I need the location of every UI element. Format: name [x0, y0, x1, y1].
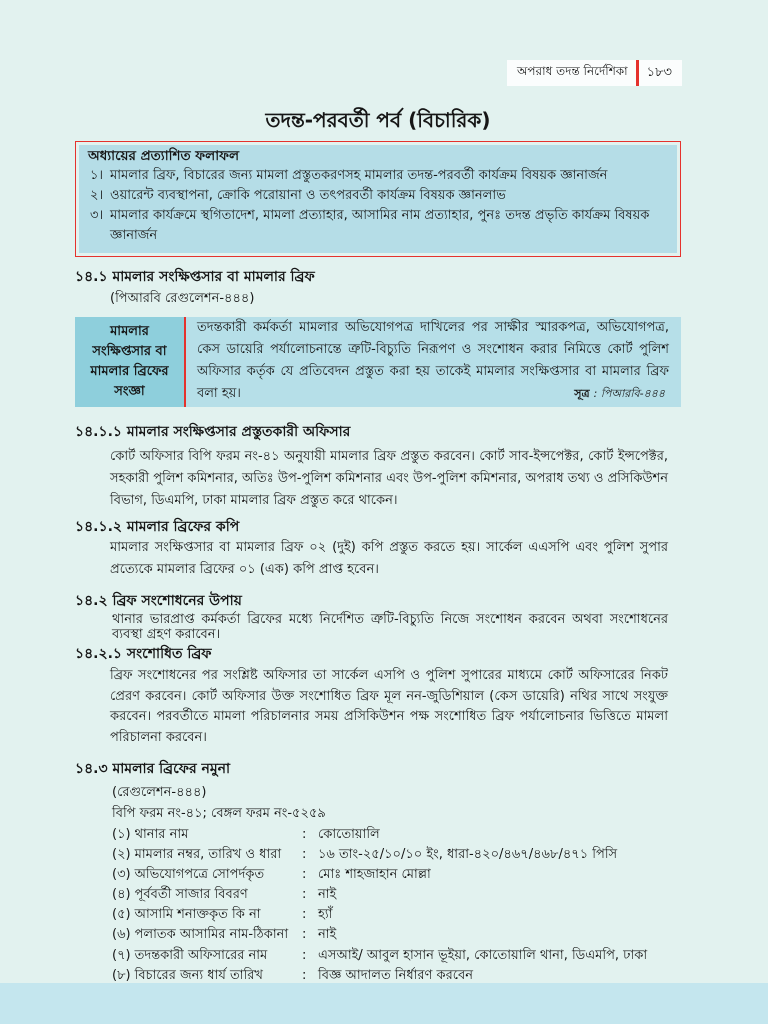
outcome-item	[88, 186, 669, 206]
expected-outcomes-box	[75, 141, 681, 257]
sample-row-field	[112, 845, 302, 865]
sample-row	[112, 946, 675, 966]
sample-row-field	[112, 905, 302, 925]
sample-row-label: পলাতক আসামির নাম-ঠিকানা	[134, 927, 289, 943]
section-body-14-2-1: ব্রিফ সংশোধনের পর সংশ্লিষ্ট অফিসার তা সার্কেল এসপি ও পুলিশ সুপারের মাধ্যমে কোর্ট অফিসারের নিকট প্রেরণ করবেন। কোর্ট অফিসার উক্ত সংশোধিত ব্রিফ মূল নন-জুডিশিয়াল (কেস ডায়েরি) নথির সাথে সংযুক্ত করবেন। পরবর্তীতে মামলা পরিচালনার সময় প্রসিকিউশন পক্ষ সংশোধিত ব্রিফ পর্যালোচনার ভিত্তিতে মামলা পরিচালনা করবেন।	[110, 668, 668, 745]
expected-outcomes-panel	[79, 145, 677, 253]
sample-row-label: মামলার নম্বর, তারিখ ও ধারা	[134, 847, 282, 863]
definition-body	[186, 317, 681, 407]
sample-row	[112, 825, 675, 845]
sample-row-number: (৭)	[112, 947, 131, 963]
section-heading-14-3: ১৪.৩ মামলার ব্রিফের নমুনা	[75, 761, 231, 777]
sample-row	[112, 925, 675, 945]
sample-row-number: (৫)	[112, 907, 131, 923]
section-heading-14-1-1: ১৪.১.১ মামলার সংক্ষিপ্তসার প্রস্তুতকারী অফিসার	[75, 424, 351, 440]
sample-row-label: অভিযোগপত্রে সোপর্দকৃত	[134, 867, 265, 883]
sample-row-label: থানার নাম	[134, 827, 189, 842]
sample-row-label: পূর্ববর্তী সাজার বিবরণ	[134, 887, 248, 903]
sample-row	[112, 845, 675, 865]
sample-row-value: কোতোয়ালি	[318, 827, 380, 842]
sample-row-number: (৮)	[112, 967, 131, 983]
outcome-item-number: ১।	[90, 168, 104, 183]
sample-row-separator: :	[302, 927, 307, 943]
sample-row-value: ১৬ তাং-২৫/১০/১০ ইং, ধারা-৪২০/৪৬৭/৪৬৮/৪৭১ পিসি	[318, 847, 618, 863]
section-reference: (রেগুলেশন-৪৪৪)	[112, 785, 207, 800]
sample-brief-list	[112, 825, 675, 986]
sample-row-number: (৬)	[112, 927, 131, 943]
outcome-item	[88, 166, 669, 186]
definition-label: মামলার সংক্ষিপ্তসার বা মামলার ব্রিফের সংজ্ঞা	[75, 317, 184, 407]
sample-row-separator: :	[302, 887, 307, 903]
section-body-14-1-1: কোর্ট অফিসার বিপি ফরম নং-৪১ অনুযায়ী মামলার ব্রিফ প্রস্তুত করবেন। কোর্ট সাব-ইন্সপেক্টর, কোর্ট ইন্সপেক্টর, সহকারী পুলিশ কমিশনার, অতিঃ উপ-পুলিশ কমিশনার এবং উপ-পুলিশ কমিশনার, অপরাধ তথ্য ও প্রসিকিউশন বিভাগ, ডিএমপি, ঢাকা মামলার ব্রিফ প্রস্তুত করে থাকেন।	[110, 449, 668, 508]
sample-row-separator: :	[302, 907, 307, 923]
sample-row-label: আসামি শনাক্তকৃত কি না	[134, 907, 261, 923]
sample-row-value: নাই	[318, 927, 337, 943]
sample-row-number: (৩)	[112, 867, 131, 883]
page-number: ১৮৩	[646, 64, 672, 80]
sample-row-number: (৪)	[112, 887, 131, 903]
section-heading-14-2: ১৪.২ ব্রিফ সংশোধনের উপায়	[75, 593, 242, 609]
form-info: বিপি ফরম নং-৪১; বেঙ্গল ফরম নং-৫২৫৯	[112, 806, 326, 821]
definition-box	[75, 317, 681, 407]
chapter-title: তদন্ত-পরবর্তী পর্ব (বিচারিক)	[265, 108, 491, 132]
section-reference: (পিআরবি রেগুলেশন-৪৪৪)	[110, 291, 255, 306]
sample-row-number: (২)	[112, 847, 131, 863]
outcome-item-number: ২।	[90, 188, 104, 203]
section-heading-14-1-2: ১৪.১.২ মামলার ব্রিফের কপি	[75, 519, 240, 535]
sample-row	[112, 885, 675, 905]
sample-row-separator: :	[302, 827, 307, 842]
sample-row-separator: :	[302, 947, 307, 963]
sample-row-value: মোঃ শাহজাহান মোল্লা	[318, 867, 431, 883]
sample-row-field	[112, 885, 302, 905]
definition-source-label: সূত্র	[574, 387, 590, 400]
outcome-item	[88, 206, 669, 246]
section-body-14-2: থানার ভারপ্রাপ্ত কর্মকর্তা ব্রিফের মধ্যে নির্দেশিত ত্রুটি-বিচ্যুতি নিজে সংশোধন করবেন অথবা সংশোধনের ব্যবস্থা গ্রহণ করাবেন।	[112, 612, 668, 642]
definition-source-value: : পিআরবি-৪৪৪	[593, 387, 665, 400]
sample-row-number: (১)	[112, 827, 131, 842]
section-body-14-1-2: মামলার সংক্ষিপ্তসার বা মামলার ব্রিফ ০২ (দুই) কপি প্রস্তুত করতে হয়। সার্কেল এএসপি এবং পুলিশ সুপার প্রত্যেকে মামলার ব্রিফের ০১ (এক) কপি প্রাপ্ত হবেন।	[110, 540, 668, 577]
sample-row	[112, 905, 675, 925]
sample-row	[112, 865, 675, 885]
sample-row-value: এসআই/ আবুল হাসান ভূইয়া, কোতোয়ালি থানা, ডিএমপি, ঢাকা	[318, 947, 648, 963]
section-heading-14-2-1: ১৪.২.১ সংশোধিত ব্রিফ	[75, 646, 212, 662]
sample-row-separator: :	[302, 867, 307, 883]
outcome-item-number: ৩।	[90, 208, 104, 223]
sample-row-field	[112, 825, 302, 845]
sample-row-label: বিচারের জন্য ধার্য তারিখ	[134, 967, 263, 983]
section-heading-14-1: ১৪.১ মামলার সংক্ষিপ্তসার বা মামলার ব্রিফ	[75, 269, 315, 285]
sample-row-value: হ্যাঁ	[318, 907, 333, 923]
outcome-item-text: মামলার ব্রিফ, বিচারের জন্য মামলা প্রস্তুতকরণসহ মামলার তদন্ত-পরবর্তী কার্যক্রম বিষয়ক জ্ঞানার্জন	[110, 168, 608, 183]
sample-row-value: বিজ্ঞ আদালত নির্ধারণ করবেন	[318, 967, 474, 983]
sample-row-field	[112, 865, 302, 885]
page-content	[75, 0, 681, 986]
outcome-item-text: ওয়ারেন্ট ব্যবস্থাপনা, ক্রোকি পরোয়ানা ও তৎপরবর্তী কার্যক্রম বিষয়ক জ্ঞানলাভ	[110, 188, 506, 203]
outcome-item-text: মামলার কার্যক্রমে স্থগিতাদেশ, মামলা প্রত্যাহার, আসামির নাম প্রত্যাহার, পুনঃ তদন্ত প্রভৃতি কার্যক্রম বিষয়ক জ্ঞানার্জন	[110, 208, 650, 243]
sample-row-separator: :	[302, 847, 307, 863]
book-title: অপরাধ তদন্ত নির্দেশিকা	[516, 64, 628, 78]
definition-source	[574, 384, 665, 404]
sample-row-field	[112, 925, 302, 945]
sample-row-separator: :	[302, 967, 307, 983]
sample-row-value: নাই	[318, 887, 337, 903]
definition-text: তদন্তকারী কর্মকর্তা মামলার অভিযোগপত্র দাখিলের পর সাক্ষীর স্মারকপত্র, অভিযোগপত্র, কেস ডায়েরি পর্যালোচনান্তে ত্রুটি-বিচ্যুতি নিরূপণ ও সংশোধন করার নিমিত্তে কোর্ট পুলিশ অফিসার কর্তৃক যে প্রতিবেদন প্রস্তুত করা হয় তাকেই মামলার সংক্ষিপ্তসার বা মামলার ব্রিফ বলা হয়।	[197, 320, 669, 401]
sample-row-field	[112, 946, 302, 966]
footer-band	[0, 983, 768, 1024]
sample-row-label: তদন্তকারী অফিসারের নাম	[134, 947, 268, 963]
outcomes-heading: অধ্যায়ের প্রত্যাশিত ফলাফল	[88, 148, 240, 164]
